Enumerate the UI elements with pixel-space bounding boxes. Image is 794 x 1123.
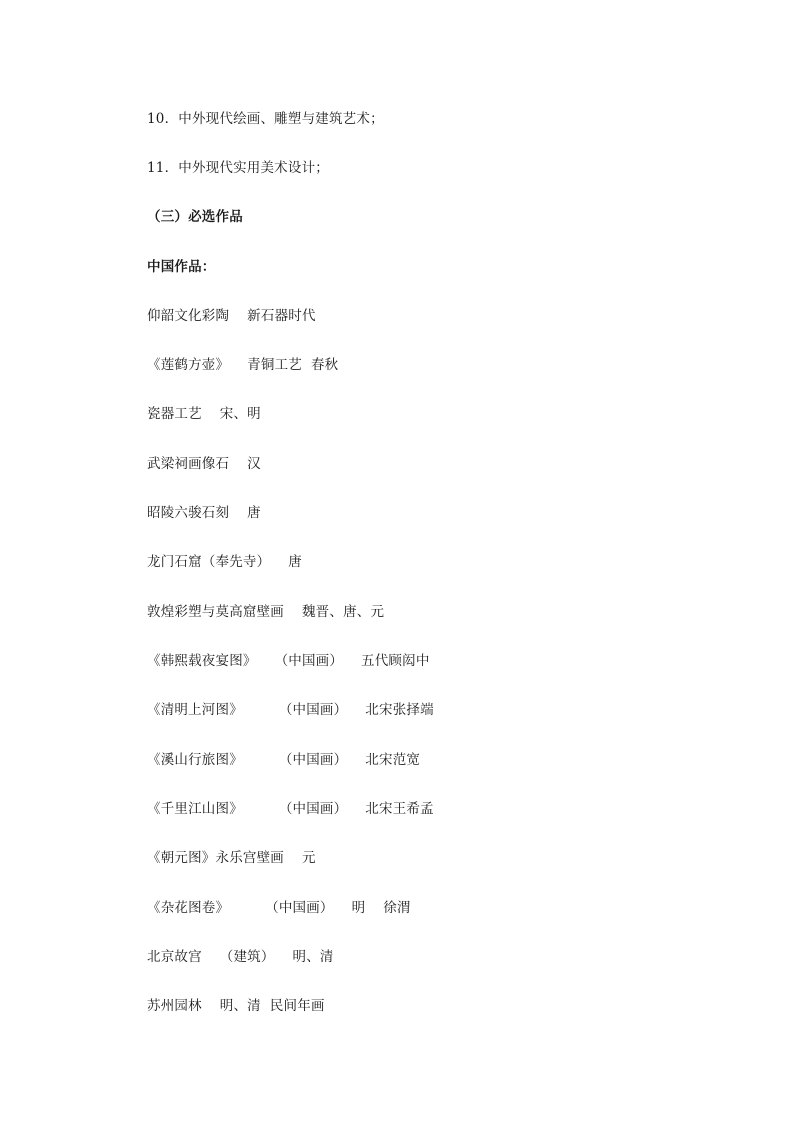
list-item: 《朝元图》永乐宫壁画 元 — [147, 850, 316, 866]
list-item: 瓷器工艺 宋、明 — [147, 406, 261, 422]
subsection-heading: 中国作品： — [147, 259, 216, 275]
list-item: 《韩熙载夜宴图》 （中国画） 五代顾闳中 — [147, 653, 430, 669]
list-item: 北京故宫 （建筑） 明、清 — [147, 949, 334, 965]
text-line-1: 10．中外现代绘画、雕塑与建筑艺术； — [147, 111, 384, 127]
list-item: 《千里江山图》 （中国画） 北宋王希孟 — [147, 801, 434, 817]
text-line-2: 11．中外现代实用美术设计； — [147, 160, 329, 176]
list-item: 《清明上河图》 （中国画） 北宋张择端 — [147, 702, 434, 718]
list-item: 《莲鹤方壶》 青铜工艺 春秋 — [147, 357, 339, 373]
list-item: 昭陵六骏石刻 唐 — [147, 505, 261, 521]
list-item: 敦煌彩塑与莫高窟壁画 魏晋、唐、元 — [147, 604, 385, 620]
list-item: 武梁祠画像石 汉 — [147, 456, 261, 472]
section-heading: （三）必选作品 — [147, 209, 243, 225]
list-item: 《溪山行旅图》 （中国画） 北宋范宽 — [147, 752, 421, 768]
list-item: 《杂花图卷》 （中国画） 明 徐渭 — [147, 900, 411, 916]
list-item: 苏州园林 明、清 民间年画 — [147, 998, 325, 1014]
list-item: 龙门石窟（奉先寺） 唐 — [147, 554, 302, 570]
list-item: 仰韶文化彩陶 新石器时代 — [147, 308, 316, 324]
